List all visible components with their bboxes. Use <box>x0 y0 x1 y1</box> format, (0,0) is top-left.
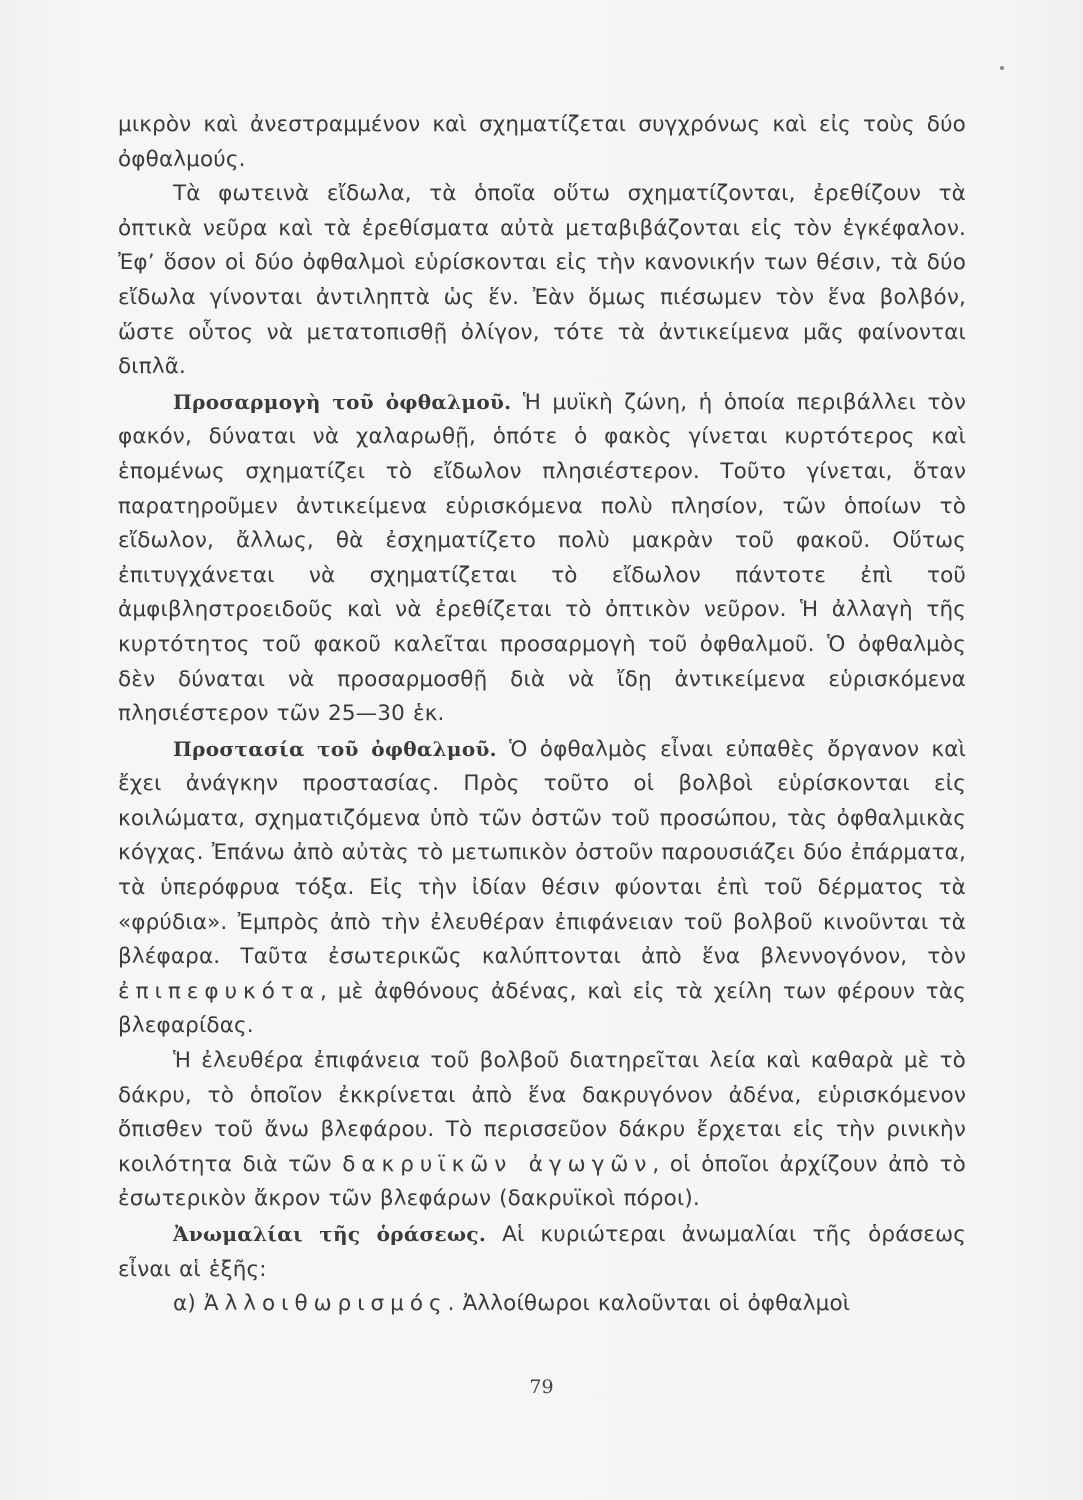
page-number: 79 <box>529 1376 554 1398</box>
spaced-term: δακρυϊκῶν ἀγωγῶν <box>342 1151 653 1177</box>
text-run: Ἡ ἐλευθέρα ἐπιφάνεια τοῦ βολβοῦ διατηρεῖται λεία καὶ καθαρὰ μὲ τὸ δάκρυ, τὸ ὁποῖον ἐκκρίνεται ἀπὸ ἕνα δακρυγόνον ἀδένα, εὑρισκόμενον ὄπισθεν τοῦ ἄνω βλεφάρου. Τὸ περισσεῦον δάκρυ ἔρχεται εἰς τὴν ρινικὴν κοιλότητα διὰ τῶν <box>118 1048 966 1177</box>
paper-speck <box>1000 66 1004 70</box>
text-run: , οἱ ὁποῖοι ἀρχίζουν ἀπὸ τὸ ἐσωτερικὸν ἄκρον τῶν βλεφάρων (δακρυϊκοὶ πόροι). <box>118 1151 966 1212</box>
text-run: , μὲ ἀφθόνους ἀδένας, καὶ εἰς τὰ χείλη των φέρουν τὰς βλεφαρίδας. <box>118 978 966 1039</box>
section-heading: Προσαρμογὴ τοῦ ὀφθαλμοῦ. <box>173 389 512 414</box>
paragraph-p6 <box>118 1217 966 1287</box>
paragraph-p5 <box>118 1044 966 1217</box>
body-text <box>118 108 966 1322</box>
spaced-term: ἐπιπεφυκότα <box>118 978 320 1004</box>
text-run: Ἡ μυϊκὴ ζώνη, ἡ ὁποία περιβάλλει τὸν φακόν, δύναται νὰ χαλαρωθῇ, ὁπότε ὁ φακὸς γίνεται κυρτότερος καὶ ἑπομένως σχηματίζει τὸ εἴδωλον πλησιέστερον. Τοῦτο γίνεται, ὅταν παρατηροῦμεν ἀντικείμενα εὑρισκόμενα πολὺ πλησίον, τῶν ὁποίων τὸ εἴδωλον, ἄλλως, θὰ ἐσχηματίζετο πολὺ μακρὰν τοῦ φακοῦ. Οὕτως ἐπιτυγχάνεται νὰ σχηματίζεται τὸ εἴδωλον πάντοτε ἐπὶ τοῦ ἀμφιβληστροειδοῦς καὶ νὰ ἐρεθίζεται τὸ ὀπτικὸν νεῦρον. Ἡ ἀλλαγὴ τῆς κυρτότητος τοῦ φακοῦ καλεῖται προσαρμογὴ τοῦ ὀφθαλμοῦ. Ὁ ὀφθαλμὸς δὲν δύναται νὰ προσαρμοσθῇ διὰ νὰ ἴδῃ ἀντικείμενα εὑρισκόμενα πλησιέστερον τῶν 25—30 ἑκ. <box>118 389 967 727</box>
paragraph-p7 <box>118 1287 966 1322</box>
paragraph-p1 <box>118 108 966 177</box>
text-run: Ὁ ὀφθαλμὸς εἶναι εὐπαθὲς ὄργανον καὶ ἔχει ἀνάγκην προστασίας. Πρὸς τοῦτο οἱ βολβοὶ εὑρίσκονται εἰς κοιλώματα, σχηματιζόμενα ὑπὸ τῶν ὀστῶν τοῦ προσώπου, τὰς ὀφθαλμικὰς κόγχας. Ἐπάνω ἀπὸ αὐτὰς τὸ μετωπικὸν ὀστοῦν παρουσιάζει δύο ἐπάρματα, τὰ ὑπερόφρυα τόξα. Εἰς τὴν ἰδίαν θέσιν φύονται ἐπὶ τοῦ δέρματος τὰ «φρύδια». Ἐμπρὸς ἀπὸ τὴν ἐλευθέραν ἐπιφάνειαν τοῦ βολβοῦ κινοῦνται τὰ βλέφαρα. Ταῦτα ἐσωτερικῶς καλύπτονται ἀπὸ ἕνα βλεννογόνον, τὸν <box>118 736 966 970</box>
text-run: μικρὸν καὶ ἀνεστραμμένον καὶ σχηματίζεται συγχρόνως καὶ εἰς τοὺς δύο ὀφθαλμούς. <box>118 112 966 172</box>
text-run: . Ἀλλοίθωροι καλοῦνται οἱ ὀφθαλμοὶ <box>447 1291 851 1317</box>
text-run: Τὰ φωτεινὰ εἴδωλα, τὰ ὁποῖα οὕτω σχηματίζονται, ἐρεθίζουν τὰ ὀπτικὰ νεῦρα καὶ τὰ ἐρεθίσματα αὐτὰ μεταβιβάζονται εἰς τὸν ἐγκέφαλον. Ἐφ’ ὅσον οἱ δύο ὀφθαλμοὶ εὑρίσκονται εἰς τὴν κανονικήν των θέσιν, τὰ δύο εἴδωλα γίνονται ἀντιληπτὰ ὡς ἕν. Ἐὰν ὅμως πιέσωμεν τὸν ἕνα βολβόν, ὥστε οὗτος νὰ μετατοπισθῇ ὀλίγον, τότε τὰ ἀντικείμενα μᾶς φαίνονται διπλᾶ. <box>118 181 966 380</box>
text-run: α) <box>173 1291 204 1317</box>
section-heading: Ἀνωμαλίαι τῆς ὁράσεως. <box>173 1222 487 1246</box>
paragraph-p3 <box>118 385 966 732</box>
spaced-term: Ἀλλοιθωρισμός <box>203 1291 448 1317</box>
section-heading: Προστασία τοῦ ὀφθαλμοῦ. <box>173 736 497 761</box>
paragraph-p4 <box>118 732 966 1044</box>
paragraph-p2 <box>118 177 966 385</box>
text-run: Αἱ κυριώτεραι ἀνωμαλίαι τῆς ὁράσεως εἶναι αἱ ἑξῆς: <box>118 1222 966 1282</box>
